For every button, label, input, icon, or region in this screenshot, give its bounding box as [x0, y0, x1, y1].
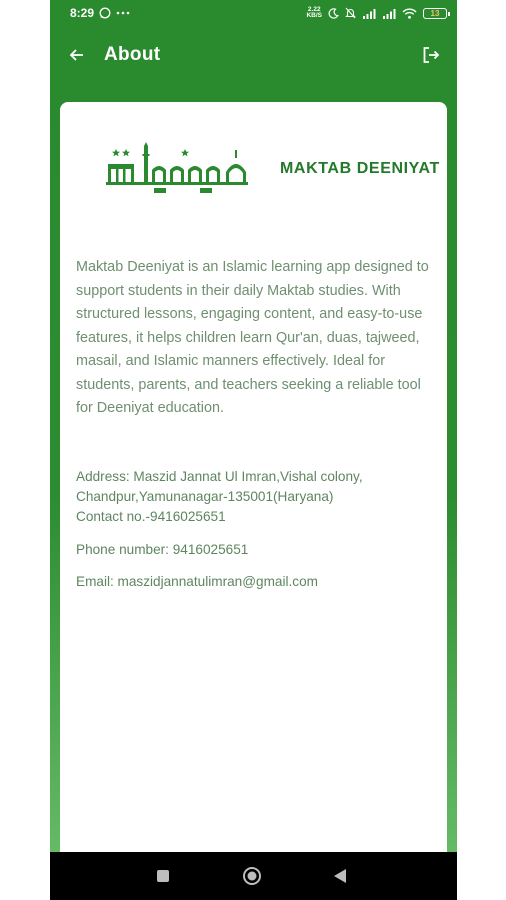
phone-number[interactable]: Phone number: 9416025651	[76, 542, 249, 557]
address-line: Chandpur,Yamunanagar-135001(Haryana)	[76, 489, 334, 504]
page-title: About	[104, 44, 161, 65]
status-time: 8:29	[70, 6, 95, 20]
address-line: Address: Maszid Jannat Ul Imran,Vishal colony,	[76, 469, 363, 484]
arrow-left-icon	[69, 47, 85, 63]
wifi-icon	[402, 8, 417, 19]
phone-screen	[50, 0, 457, 900]
logout-icon	[421, 45, 441, 65]
back-button[interactable]	[66, 44, 88, 66]
logout-button[interactable]	[419, 43, 443, 67]
battery-icon: 13	[423, 8, 447, 19]
status-bar	[50, 0, 457, 26]
data-speed	[306, 7, 322, 20]
recent-apps-icon	[156, 869, 170, 883]
back-icon	[333, 868, 347, 884]
more-dots-icon	[116, 11, 130, 15]
brand-name: MAKTAB DEENIYAT	[280, 160, 440, 177]
email-address[interactable]: Email: maszidjannatulimran@gmail.com	[76, 574, 318, 589]
moon-icon	[328, 8, 339, 19]
about-description: Maktab Deeniyat is an Islamic learning app designed to support students in their daily Maktab studies. With structured lessons, engaging content, and easy-to-use features, it helps children learn Qur'an, duas, tajweed, masail, and Islamic manners effectively. Ideal for students, parents, and teachers seeking a reliable tool for Deeniyat education.	[76, 259, 429, 416]
whatsapp-icon	[99, 7, 111, 19]
data-speed-value: 2.22	[307, 5, 321, 13]
about-card	[60, 102, 447, 862]
recent-apps-button[interactable]	[153, 866, 173, 886]
status-left	[70, 6, 130, 20]
home-icon	[242, 866, 262, 886]
maktab-logo-icon	[104, 142, 250, 198]
nav-back-button[interactable]	[330, 866, 350, 886]
contact-line: Contact no.-9416025651	[76, 509, 226, 524]
navigation-bar	[50, 852, 457, 900]
mute-icon	[345, 7, 356, 19]
signal-icon	[362, 8, 376, 19]
app-bar	[50, 26, 457, 84]
home-button[interactable]	[242, 866, 262, 886]
signal-icon	[382, 8, 396, 19]
status-right	[306, 7, 447, 20]
brand-header	[60, 102, 447, 222]
address-block	[76, 467, 438, 527]
data-speed-unit: KB/S	[306, 12, 322, 19]
